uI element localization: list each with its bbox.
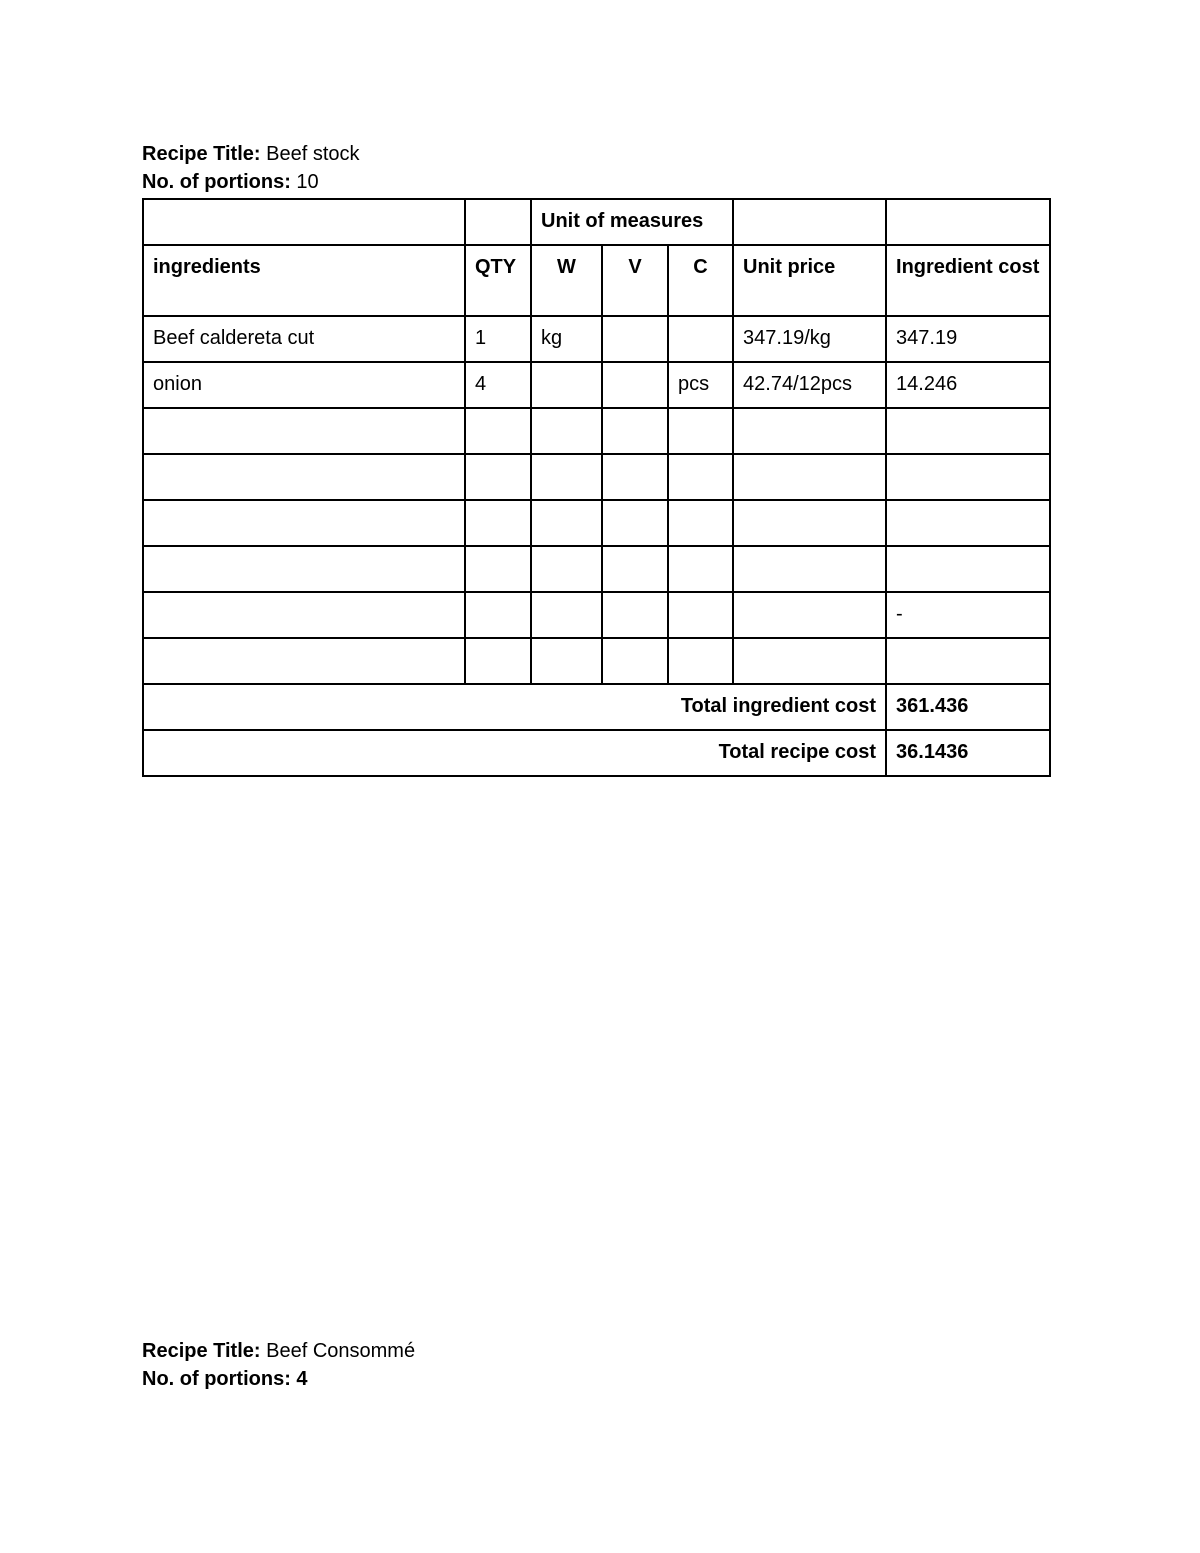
qty-cell: [465, 592, 531, 638]
portions-value-2: 4: [296, 1368, 308, 1390]
qty-cell: [465, 500, 531, 546]
total-recipe-cost-row: [143, 730, 1050, 776]
unit-price-cell: [733, 638, 886, 684]
portions-line: [142, 170, 319, 194]
header-blank-cell: [886, 199, 1050, 245]
ingredient-cost-cell: [886, 408, 1050, 454]
qty-cell: 1: [465, 316, 531, 362]
ingredient-cell: [143, 592, 465, 638]
table-row: [143, 592, 1050, 638]
ingredient-cell: [143, 546, 465, 592]
volume-cell: [602, 408, 668, 454]
ingredient-cell: [143, 638, 465, 684]
volume-header: V: [602, 245, 668, 316]
header-blank-cell: [733, 199, 886, 245]
total-ingredient-cost-row: [143, 684, 1050, 730]
table-row: [143, 638, 1050, 684]
ingredient-cell: [143, 500, 465, 546]
qty-header: QTY: [465, 245, 531, 316]
qty-cell: [465, 638, 531, 684]
ingredient-cost-header: Ingredient cost: [886, 245, 1050, 316]
volume-cell: [602, 362, 668, 408]
count-cell: [668, 592, 733, 638]
ingredient-cell: Beef caldereta cut: [143, 316, 465, 362]
volume-cell: [602, 500, 668, 546]
table-row: [143, 454, 1050, 500]
header-blank-cell: [465, 199, 531, 245]
volume-cell: [602, 546, 668, 592]
recipe-title-label-2: Recipe Title:: [142, 1340, 261, 1362]
ingredient-cost-cell: [886, 500, 1050, 546]
count-cell: [668, 500, 733, 546]
weight-header: W: [531, 245, 602, 316]
header-row-1: [143, 199, 1050, 245]
weight-cell: [531, 500, 602, 546]
qty-cell: [465, 546, 531, 592]
ingredient-cost-cell: [886, 454, 1050, 500]
count-cell: [668, 316, 733, 362]
count-cell: [668, 638, 733, 684]
table-row: [143, 546, 1050, 592]
recipe-cost-table: [142, 198, 1051, 777]
recipe-title-line: [142, 142, 360, 166]
volume-cell: [602, 592, 668, 638]
table-row: [143, 316, 1050, 362]
qty-cell: [465, 408, 531, 454]
volume-cell: [602, 316, 668, 362]
qty-cell: 4: [465, 362, 531, 408]
unit-price-cell: [733, 546, 886, 592]
unit-price-cell: [733, 592, 886, 638]
total-ingredient-cost-value: 361.436: [886, 684, 1050, 730]
unit-price-cell: [733, 408, 886, 454]
portions-label: No. of portions:: [142, 171, 291, 193]
table-row: [143, 408, 1050, 454]
header-row-2: [143, 245, 1050, 316]
weight-cell: [531, 546, 602, 592]
total-recipe-cost-label: Total recipe cost: [143, 730, 886, 776]
qty-cell: [465, 454, 531, 500]
unit-price-cell: [733, 500, 886, 546]
total-ingredient-cost-label: Total ingredient cost: [143, 684, 886, 730]
ingredient-cost-cell: -: [886, 592, 1050, 638]
ingredient-cell: [143, 454, 465, 500]
ingredient-cell: [143, 408, 465, 454]
ingredient-cost-cell: [886, 546, 1050, 592]
weight-cell: [531, 592, 602, 638]
volume-cell: [602, 638, 668, 684]
ingredient-cell: onion: [143, 362, 465, 408]
unit-of-measures-header: Unit of measures: [531, 199, 733, 245]
unit-price-cell: 347.19/kg: [733, 316, 886, 362]
total-recipe-cost-value: 36.1436: [886, 730, 1050, 776]
count-header: C: [668, 245, 733, 316]
recipe-title-label: Recipe Title:: [142, 143, 261, 165]
count-cell: [668, 454, 733, 500]
header-blank-cell: [143, 199, 465, 245]
ingredient-cost-cell: [886, 638, 1050, 684]
weight-cell: [531, 408, 602, 454]
table-row: [143, 500, 1050, 546]
weight-cell: [531, 454, 602, 500]
unit-price-header: Unit price: [733, 245, 886, 316]
portions-value: 10: [296, 171, 319, 193]
weight-cell: kg: [531, 316, 602, 362]
ingredient-cost-cell: 347.19: [886, 316, 1050, 362]
ingredient-cost-cell: 14.246: [886, 362, 1050, 408]
weight-cell: [531, 638, 602, 684]
count-cell: pcs: [668, 362, 733, 408]
ingredients-header: ingredients: [143, 245, 465, 316]
weight-cell: [531, 362, 602, 408]
unit-price-cell: [733, 454, 886, 500]
unit-price-cell: 42.74/12pcs: [733, 362, 886, 408]
portions-label-2: No. of portions:: [142, 1368, 291, 1390]
table-row: [143, 362, 1050, 408]
count-cell: [668, 408, 733, 454]
recipe-title-value: Beef stock: [266, 143, 360, 165]
recipe-title-value-2: Beef Consommé: [266, 1340, 416, 1362]
count-cell: [668, 546, 733, 592]
portions-line-2: [142, 1367, 308, 1391]
volume-cell: [602, 454, 668, 500]
recipe-title-line-2: [142, 1339, 415, 1363]
